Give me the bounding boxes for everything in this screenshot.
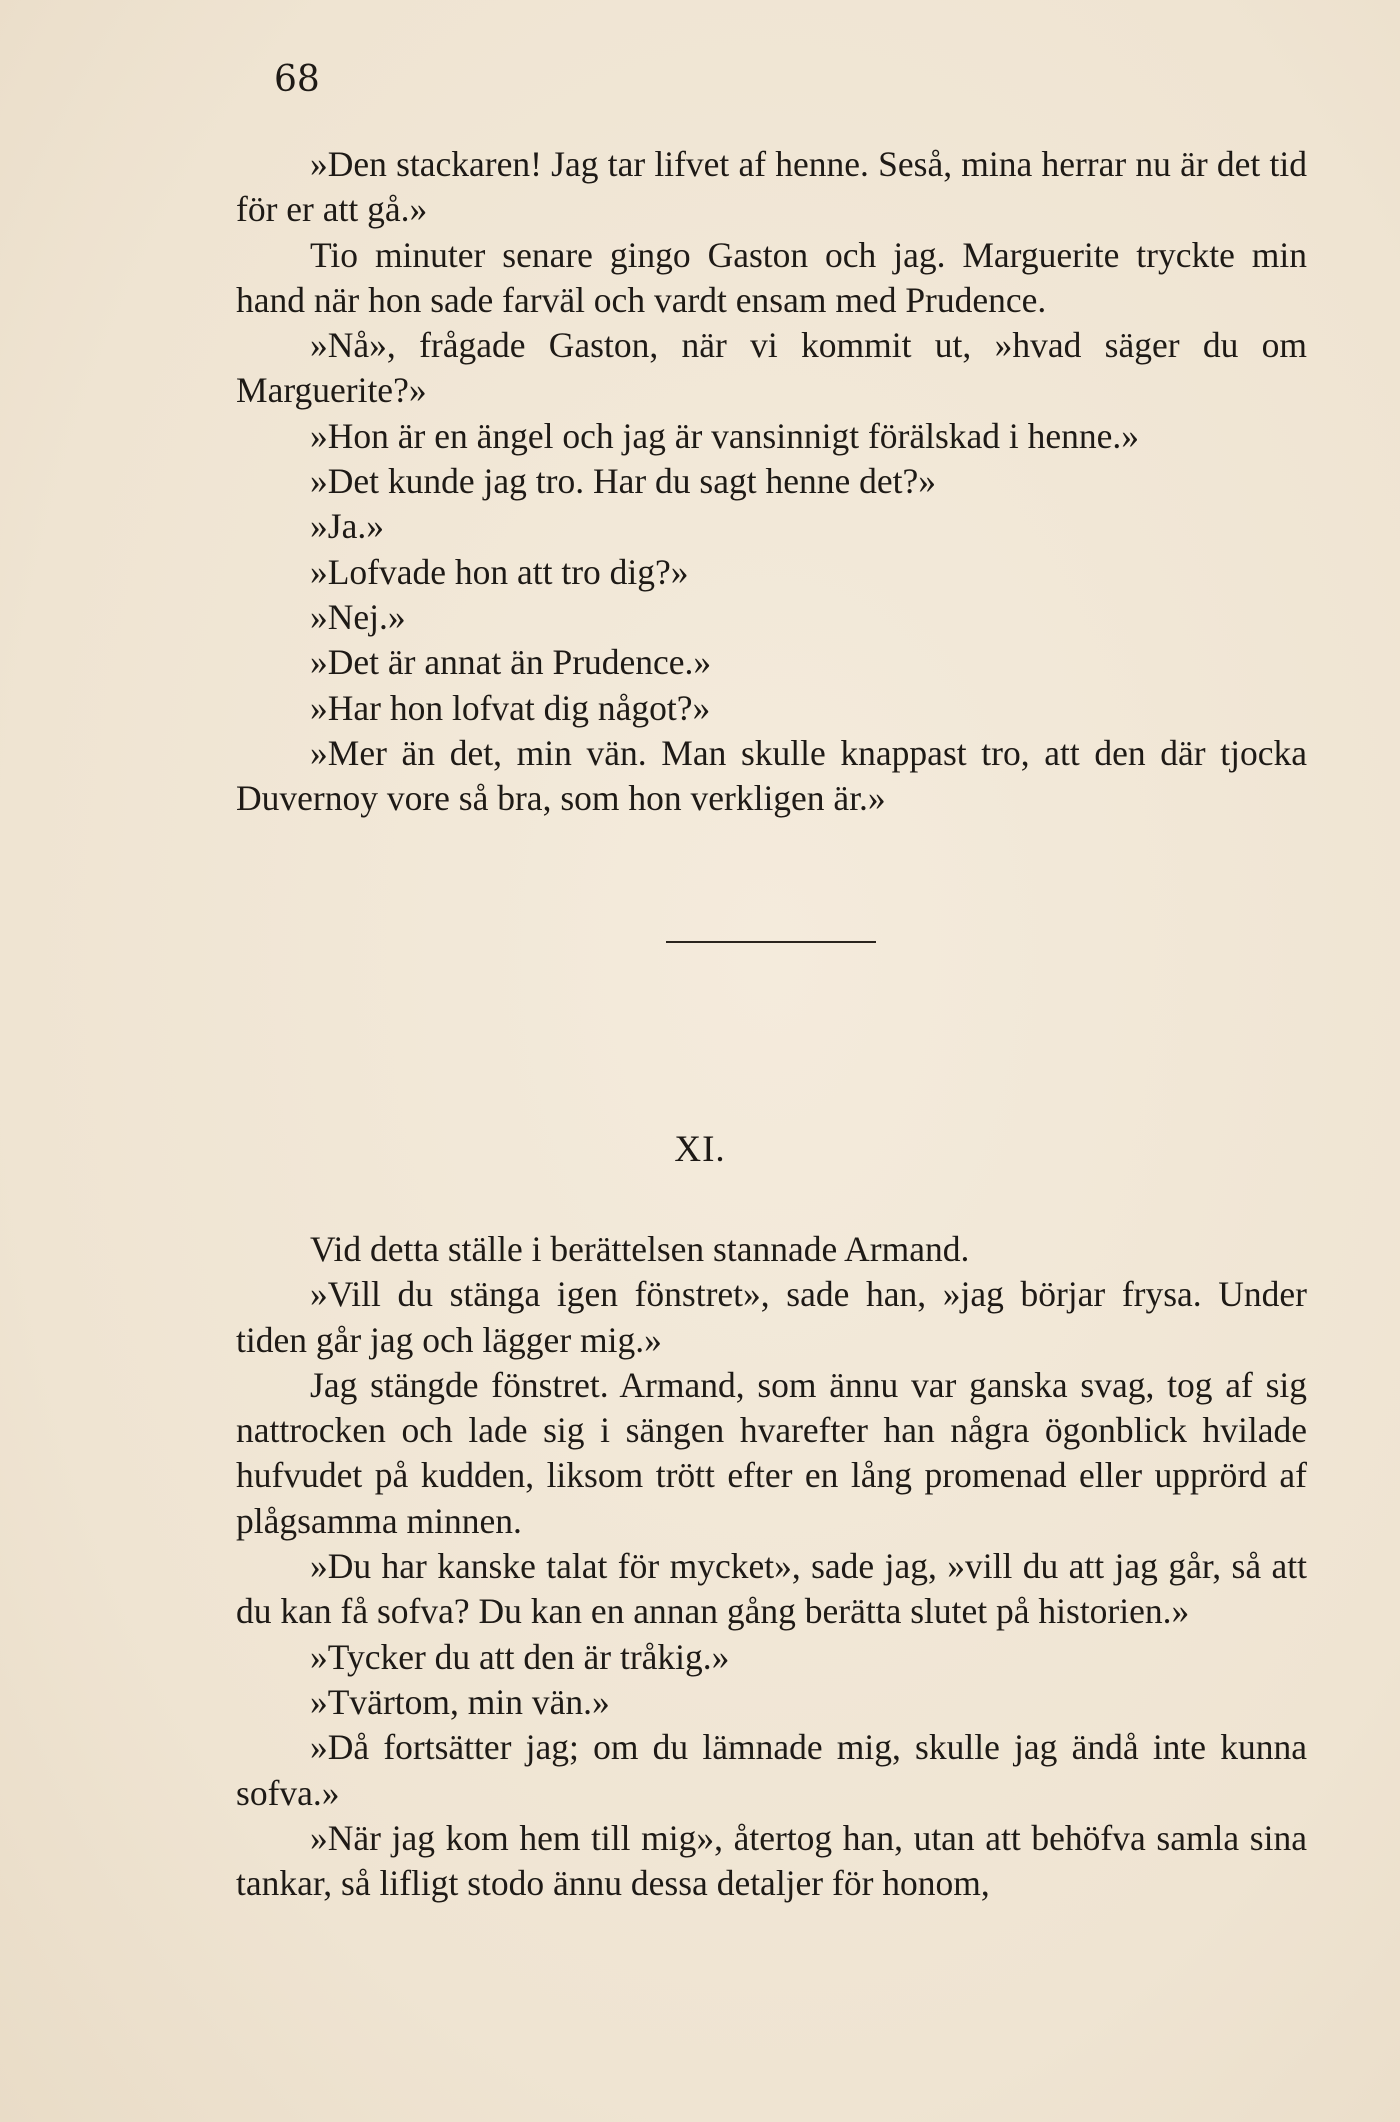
paragraph: Jag stängde fönstret. Armand, som ännu var ganska svag, tog af sig nattrocken och lade sig i sängen hvarefter han några ögonblick hvilade hufvudet på kudden, liksom trött efter en lång promenad eller upprörd af plågsamma minnen. — [236, 1364, 1307, 1541]
paragraph: »Nej.» — [310, 596, 406, 637]
paragraph: »Den stackaren! Jag tar lifvet af henne. Seså, mina herrar nu är det tid för er att gå.» — [236, 144, 1307, 230]
paragraph: »Mer än det, min vän. Man skulle knappast tro, att den där tjocka Duvernoy vore så bra, som hon verkligen är.» — [236, 732, 1307, 819]
chapter-heading: XI. — [674, 1129, 726, 1170]
paragraph: »Tycker du att den är tråkig.» — [310, 1636, 730, 1677]
paragraph: »Då fortsätter jag; om du lämnade mig, skulle jag ändå inte kunna sofva.» — [236, 1727, 1307, 1813]
text-block-chapter — [236, 1227, 1307, 1906]
paragraph: »Vill du stänga igen fönstret», sade han, »jag börjar frysa. Under tiden går jag och lägger mig.» — [236, 1274, 1307, 1360]
paragraph: »Du har kanske talat för mycket», sade jag, »vill du att jag går, så att du kan få sofva? Du kan en annan gång berätta slutet på historien.» — [236, 1546, 1307, 1632]
text-block-top — [236, 142, 1307, 821]
paragraph: »Tvärtom, min vän.» — [310, 1681, 610, 1722]
paragraph: »Lofvade hon att tro dig?» — [310, 551, 689, 592]
paragraph: Vid detta ställe i berättelsen stannade Armand. — [310, 1229, 970, 1269]
paragraph: »Nå», frågade Gaston, när vi kommit ut, »hvad säger du om Marguerite?» — [236, 325, 1307, 411]
page-number: 68 — [274, 59, 320, 100]
paragraph: »Hon är en ängel och jag är vansinnigt förälskad i henne.» — [310, 415, 1140, 456]
paragraph: »Ja.» — [310, 506, 384, 547]
paragraph: Tio minuter senare gingo Gaston och jag. Marguerite tryckte min hand när hon sade farväl och vardt ensam med Prudence. — [236, 234, 1307, 320]
paragraph: »När jag kom hem till mig», återtog han, utan att behöfva samla sina tankar, så lifligt stodo ännu dessa detaljer för honom, — [236, 1817, 1307, 1904]
paragraph: »Det kunde jag tro. Har du sagt henne det?» — [310, 461, 936, 502]
section-divider — [666, 941, 876, 943]
paragraph: »Det är annat än Prudence.» — [310, 642, 712, 683]
paragraph: »Har hon lofvat dig något?» — [310, 687, 711, 728]
